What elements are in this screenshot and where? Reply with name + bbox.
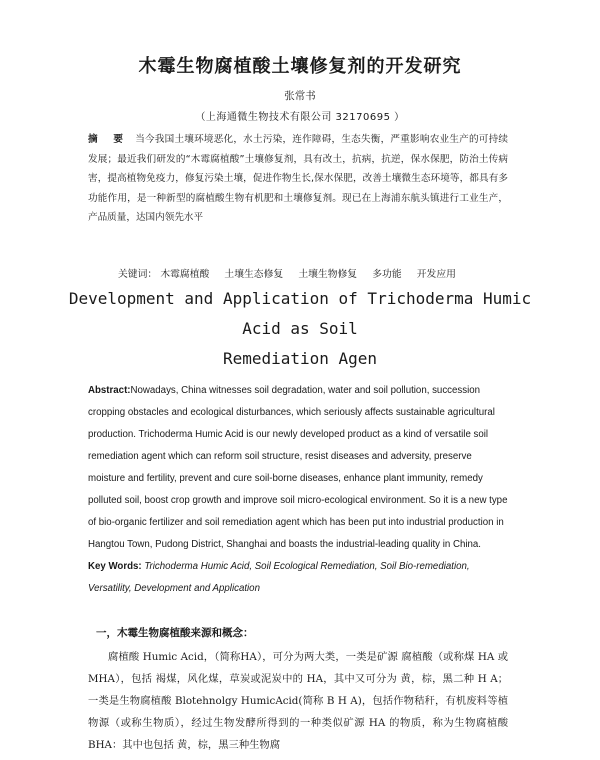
english-title [0, 284, 600, 374]
section-heading: 一，木霉生物腐植酸来源和概念： [96, 627, 254, 639]
english-keywords-text: Trichoderma Humic Acid, Soil Ecological Remediation, Soil Bio-remediation, Versatility, Development and Application [88, 561, 470, 594]
english-abstract [88, 380, 508, 556]
english-abstract-text: Nowadays, China witnesses soil degradation, water and soil pollution, succession cropping obstacles and ecological disturbances, which seriously affects sustainable agricultural production. Trichoderma Humic Acid is our newly developed product as a kind of versatile soil remediation agent which can reform soil structure, resist diseases and adversity, preserve moisture and fertility, prevent and cure soil-borne diseases, enhance plant immunity, remedy polluted soil, boost crop growth and improve soil micro-ecological environment. So it is a new type of bio-organic fertilizer and soil remediation agent which has been put into industrial production in Hangtou Town, Pudong District, Shanghai and boasts the industrial-leading quality in China. [88, 385, 508, 550]
english-title-line: Development and Application of Trichoderma Humic [68, 289, 532, 308]
english-keywords-label: Key Words: [88, 561, 142, 572]
chinese-keyword: 多功能 [372, 269, 402, 280]
english-abstract-label: Abstract: [88, 385, 131, 396]
chinese-abstract-text: 当今我国土壤环境恶化，水土污染，连作障碍，生态失衡，严重影响农业生产的可持续发展；最近我们研发的“木霉腐植酸”土壤修复剂，具有改土，抗病，抗逆，保水保肥，防治土传病害，提高植物免疫力，修复污染土壤，促进作物生长,保水保肥，改善土壤微生态环境等，都具有多功能作用，是一种新型的腐植酸生物有机肥和土壤修复剂。现已在上海浦东航头镇进行工业生产，产品质量，达国内领先水平 [88, 134, 509, 223]
english-title-line: Remediation Agen [222, 349, 378, 368]
chinese-keyword: 木霉腐植酸 [160, 269, 210, 280]
author-name: 张常书 [284, 90, 316, 102]
chinese-abstract-label: 摘 要 [88, 134, 130, 145]
chinese-keywords [118, 266, 468, 280]
chinese-keyword: 土壤生物修复 [298, 269, 358, 280]
chinese-keyword: 土壤生态修复 [224, 269, 284, 280]
english-title-line: Acid as Soil [242, 319, 358, 338]
english-keywords [88, 556, 508, 600]
chinese-keyword: 开发应用 [416, 269, 456, 280]
body-paragraph: 腐植酸 Humic Acid，（简称HA），可分为两大类，一类是矿源 腐植酸（或称煤 HA 或 MHA），包括 褐煤，风化煤，草炭或泥炭中的 HA，其中又可分为 黄，棕，黑二种 H A；一类是生物腐植酸 Blotehnolgy HumicAcid(简称 B H A)，包括作物秸秆，有机废料等植物源（或称生物质），经过生物发酵所得到的一种类似矿源 HA 的物质，称为生物腐植酸 BHA：其中也包括 黄，棕，黑三种生物腐 [88, 651, 508, 751]
chinese-abstract [88, 130, 508, 228]
body-text [88, 646, 508, 756]
author-affiliation: （上海通微生物技术有限公司 32170695 ） [195, 112, 405, 123]
chinese-keywords-label: 关键词： [118, 269, 158, 280]
chinese-title: 木霉生物腐植酸土壤修复剂的开发研究 [138, 56, 462, 77]
